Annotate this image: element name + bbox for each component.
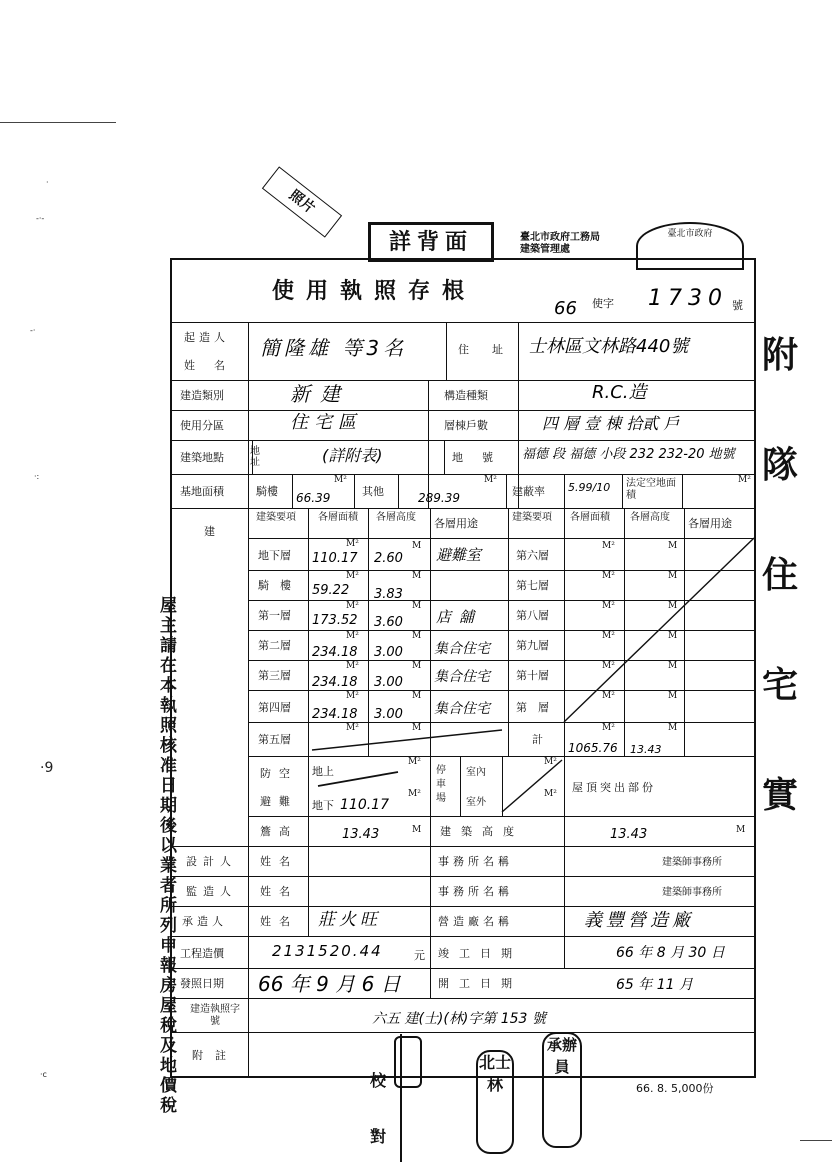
- bldg-height-label: 建築高度: [440, 825, 524, 838]
- base-area-label: 基地面積: [180, 485, 224, 498]
- unit-m2: M²: [346, 723, 359, 733]
- check-stamp: 校 對: [370, 1034, 402, 1162]
- address-label: 住 址: [458, 343, 509, 356]
- arcade-label: 騎樓: [256, 485, 278, 498]
- unit-m2: M²: [346, 571, 359, 581]
- eave-label: 簷高: [260, 825, 298, 838]
- unit-m: M: [412, 723, 422, 733]
- cost-unit: 元: [414, 949, 425, 962]
- floor-area: 234.18: [312, 645, 358, 660]
- unit-m2: M²: [334, 475, 347, 485]
- floor-height: 3.00: [374, 707, 403, 722]
- designer-label: 設計人: [186, 855, 237, 868]
- floor-name-right: 第七層: [516, 579, 549, 592]
- office-seal-a: 北士林: [476, 1050, 514, 1154]
- scan-speckle: ·c: [40, 1070, 47, 1079]
- finish-value: 66 年 8 月 30 日: [616, 945, 725, 961]
- start-value: 65 年 11 月: [616, 977, 693, 993]
- floor-use: 集合住宅: [434, 669, 490, 685]
- use-zone-value: 住宅區: [290, 412, 362, 433]
- round-stamp: 臺北市政府: [636, 222, 744, 270]
- unit-m: M: [668, 631, 678, 641]
- roof-label: 屋頂突出部份: [572, 781, 656, 794]
- applicant-label-2: 姓 名: [184, 359, 229, 372]
- category-label: 建造類別: [180, 389, 224, 402]
- floor-height: 3.83: [374, 587, 403, 602]
- unit-m2: M²: [544, 789, 557, 799]
- site-sub-label: 地址: [250, 446, 260, 468]
- col-use: 各層用途: [434, 517, 478, 530]
- unit-m2: M²: [544, 757, 557, 767]
- designer-name-label: 姓名: [260, 855, 298, 868]
- col-use-right: 各層用途: [688, 517, 732, 530]
- permit-value: 六五 建(士)(林)字第 153 號: [372, 1011, 546, 1027]
- floor-name-right: 第九層: [516, 639, 549, 652]
- detail-back-stamp: 詳背面: [368, 222, 494, 262]
- unit-m: M: [412, 825, 422, 835]
- small-seal: [394, 1036, 422, 1088]
- structure-value: R.C.造: [592, 382, 647, 403]
- floor-name-right: 第十層: [516, 669, 549, 682]
- scan-speckle: -·-: [36, 214, 45, 223]
- factory-value: 義豐營造廠: [584, 910, 694, 931]
- unit-m2: M²: [602, 691, 615, 701]
- scan-speckle: ·: [46, 178, 49, 187]
- floor-name: 第四層: [258, 701, 291, 714]
- issue-label: 發照日期: [180, 977, 224, 990]
- site-value: (詳附表): [322, 446, 383, 465]
- floor-name: 第一層: [258, 609, 291, 622]
- floor-height: 2.60: [374, 551, 403, 566]
- permit-mid: 使字: [592, 297, 614, 310]
- scan-speckle: ·:: [34, 472, 40, 481]
- other-label: 其他: [362, 485, 384, 498]
- unit-m2: M²: [408, 757, 421, 767]
- floor-name-right: 第六層: [516, 549, 549, 562]
- lot-value: 福德 段 福德 小段 232 232-20 地號: [522, 447, 735, 462]
- col-item: 建築要項: [256, 512, 296, 523]
- scan-line: [800, 1140, 832, 1141]
- start-label: 開工日期: [438, 977, 522, 990]
- unit-m: M: [412, 571, 422, 581]
- site-label: 建築地點: [180, 451, 224, 464]
- unit-m2: M²: [346, 539, 359, 549]
- floor-area: 59.22: [312, 583, 350, 598]
- col-height: 各層高度: [376, 512, 416, 523]
- unit-m: M: [412, 691, 422, 701]
- total-area: 1065.76: [568, 741, 618, 755]
- unit-m2: M²: [602, 601, 615, 611]
- permit-label: 建造執照字號: [190, 1004, 240, 1027]
- unit-m2: M²: [738, 475, 751, 485]
- permit-form: [170, 258, 756, 1078]
- supervisor-name-label: 姓名: [260, 885, 298, 898]
- eave-value: 13.43: [342, 827, 380, 842]
- supervisor-label: 監造人: [186, 885, 237, 898]
- floor-height: 3.00: [374, 675, 403, 690]
- applicant-name: 簡隆雄 等3名: [260, 336, 408, 360]
- floor-height: 3.00: [374, 645, 403, 660]
- unit-m: M: [668, 691, 678, 701]
- unit-m: M: [412, 541, 422, 551]
- total-height: 13.43: [630, 743, 662, 756]
- floor-area: 234.18: [312, 707, 358, 722]
- unit-m: M: [736, 825, 746, 835]
- designer-office: 建築師事務所: [662, 857, 722, 868]
- floor-use: 集合住宅: [434, 701, 490, 717]
- floor-name: 第五層: [258, 733, 291, 746]
- legal-space-label: 法定空地面積: [626, 478, 676, 501]
- floor-height: 3.60: [374, 615, 403, 630]
- floors-value: 四 層 壹 棟 拾貳 戶: [542, 414, 680, 433]
- finish-label: 竣工日期: [438, 947, 522, 960]
- shelter-label-2: 避難: [260, 795, 298, 808]
- other-area: 289.39: [418, 491, 460, 505]
- floor-name: 騎 樓: [258, 579, 291, 592]
- designer-office-label: 事務所名稱: [438, 855, 513, 868]
- unit-m2: M²: [602, 661, 615, 671]
- unit-m: M: [668, 601, 678, 611]
- permit-suffix: 號: [732, 299, 743, 312]
- issue-value: 66 年 9 月 6 日: [258, 972, 401, 996]
- below-label: 地下: [312, 799, 334, 812]
- lot-label: 地 號: [452, 451, 497, 464]
- note-label: 附註: [192, 1049, 238, 1062]
- col-height-right: 各層高度: [630, 512, 670, 523]
- left-margin-text: 屋主請在本執照核准日期後以業者所列申報房屋稅及地價稅: [160, 596, 177, 1116]
- unit-m: M: [412, 661, 422, 671]
- unit-m: M: [668, 541, 678, 551]
- indoor-label: 室內: [466, 767, 486, 778]
- cost-label: 工程造價: [180, 947, 224, 960]
- address-value: 士林區文林路440號: [528, 336, 689, 357]
- unit-m2: M²: [408, 789, 421, 799]
- col-area-right: 各層面積: [570, 512, 610, 523]
- category-value: 新建: [290, 382, 350, 406]
- total-label: 計: [532, 733, 543, 746]
- supervisor-office-label: 事務所名稱: [438, 885, 513, 898]
- right-margin-text: 附 隊 住 宅 實: [762, 334, 799, 816]
- floor-use: 集合住宅: [434, 641, 490, 657]
- arcade-area: 66.39: [296, 491, 331, 505]
- floor-area: 234.18: [312, 675, 358, 690]
- contractor-name: 莊火旺: [318, 910, 381, 930]
- supervisor-office: 建築師事務所: [662, 887, 722, 898]
- floor-name: 第二層: [258, 639, 291, 652]
- cost-value: 2131520.44: [272, 942, 383, 960]
- floor-area: 110.17: [312, 551, 358, 566]
- bldg-height-value: 13.43: [610, 827, 648, 842]
- floor-use: 店舖: [436, 608, 483, 626]
- permit-prefix: 66: [554, 298, 577, 319]
- factory-label: 營造廠名稱: [438, 915, 513, 928]
- form-title: 使用執照存根: [272, 278, 477, 304]
- office-seal-b: 承辦員: [542, 1032, 582, 1148]
- unit-m2: M²: [346, 631, 359, 641]
- coverage-label: 建蔽率: [512, 485, 545, 498]
- unit-m: M: [668, 661, 678, 671]
- unit-m2: M²: [602, 631, 615, 641]
- floors-label: 層棟戶數: [444, 419, 488, 432]
- floor-name-right: 第八層: [516, 609, 549, 622]
- contractor-label: 承造人: [182, 915, 227, 928]
- scan-speckle: -·: [30, 326, 36, 335]
- unit-m2: M²: [484, 475, 497, 485]
- diagonal-photo-stamp: 照片: [262, 166, 342, 237]
- below-value: 110.17: [340, 797, 389, 813]
- above-label: 地上: [312, 765, 334, 778]
- office-stamp: 臺北市政府工務局 建築管理處: [520, 232, 600, 255]
- unit-m: M: [668, 571, 678, 581]
- unit-m2: M²: [602, 723, 615, 733]
- outdoor-label: 室外: [466, 797, 486, 808]
- unit-m2: M²: [346, 601, 359, 611]
- floor-name-right: 第 層: [516, 701, 549, 714]
- structure-label: 構造種類: [444, 389, 488, 402]
- form-footer: 66. 8. 5,000份: [636, 1082, 714, 1095]
- parking-label: 停車場: [436, 765, 446, 804]
- unit-m2: M²: [602, 541, 615, 551]
- unit-m: M: [668, 723, 678, 733]
- contractor-name-label: 姓名: [260, 915, 298, 928]
- scan-speckle: ·9: [40, 760, 54, 776]
- unit-m: M: [412, 601, 422, 611]
- shelter-label: 防空: [260, 767, 298, 780]
- section-label: 建: [204, 525, 215, 538]
- col-item-right: 建築要項: [512, 512, 552, 523]
- floor-name: 地下層: [258, 549, 291, 562]
- use-zone-label: 使用分區: [180, 419, 224, 432]
- floor-name: 第三層: [258, 669, 291, 682]
- coverage-value: 5.99/10: [568, 481, 611, 494]
- col-area: 各層面積: [318, 512, 358, 523]
- scan-line: [0, 122, 116, 123]
- permit-number: 1730: [648, 286, 728, 311]
- unit-m2: M²: [346, 661, 359, 671]
- floor-area: 173.52: [312, 613, 358, 628]
- unit-m2: M²: [602, 571, 615, 581]
- applicant-label: 起造人: [184, 331, 229, 344]
- unit-m: M: [412, 631, 422, 641]
- floor-use: 避難室: [436, 546, 482, 564]
- unit-m2: M²: [346, 691, 359, 701]
